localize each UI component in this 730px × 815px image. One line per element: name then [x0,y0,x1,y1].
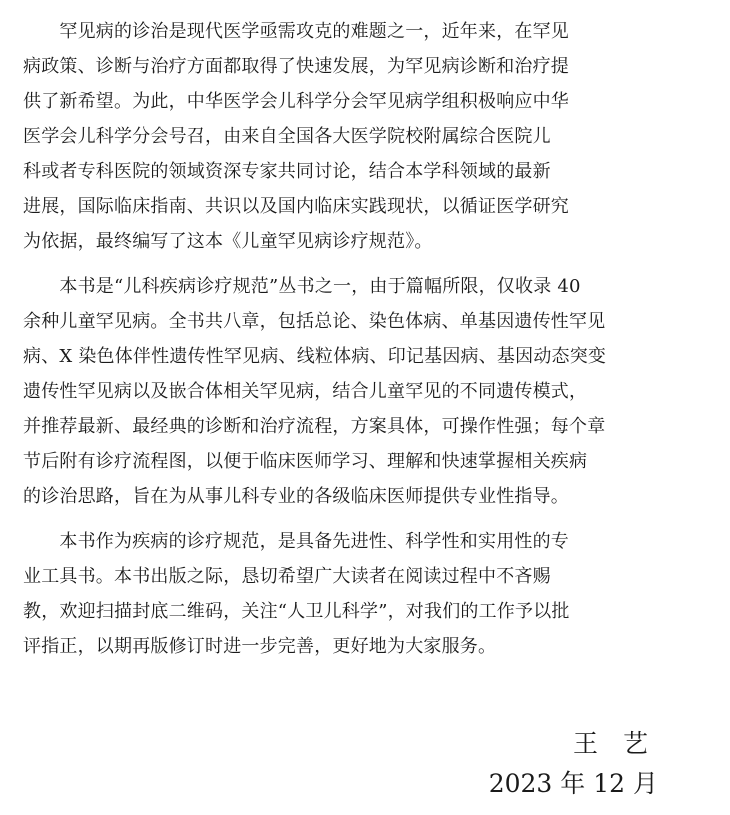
author-name: 王 艺 [572,729,648,758]
text-line: 业工具书。本书出版之际，恳切希望广大读者在阅读过程中不吝赐 [23,566,551,587]
signature-block [489,724,658,804]
text-line: 进展，国际临床指南、共识以及国内临床实践现状，以循证医学研究 [23,196,569,217]
paragraph-3 [23,524,713,664]
preface-body [23,14,713,674]
text-line: 余种儿童罕见病。全书共八章，包括总论、染色体病、单基因遗传性罕见 [23,311,606,332]
signature-date: 2023 年 12 月 [488,769,658,798]
text-line: 罕见病的诊治是现代医学亟需攻克的难题之一，近年来，在罕见 [23,21,569,42]
text-line: 遗传性罕见病以及嵌合体相关罕见病，结合儿童罕见的不同遗传模式， [23,381,588,402]
text-line: 病、X 染色体伴性遗传性罕见病、线粒体病、印记基因病、基因动态突变 [23,346,607,367]
text-line: 为依据，最终编写了这本《儿童罕见病诊疗规范》。 [23,231,433,252]
text-line: 教，欢迎扫描封底二维码，关注“人卫儿科学”，对我们的工作予以批 [23,601,570,622]
text-line: 病政策、诊断与治疗方面都取得了快速发展，为罕见病诊断和治疗提 [23,56,569,77]
text-line: 并推荐最新、最经典的诊断和治疗流程，方案具体，可操作性强；每个章 [23,416,606,437]
text-line: 的诊治思路，旨在为从事儿科专业的各级临床医师提供专业性指导。 [23,486,569,507]
paragraph-1 [23,14,713,259]
text-line: 本书作为疾病的诊疗规范，是具备先进性、科学性和实用性的专 [23,531,569,552]
text-line: 医学会儿科学分会号召，由来自全国各大医学院校附属综合医院儿 [23,126,551,147]
text-line: 节后附有诊疗流程图，以便于临床医师学习、理解和快速掌握相关疾病 [23,451,588,472]
text-line: 科或者专科医院的领域资深专家共同讨论，结合本学科领域的最新 [23,161,551,182]
paragraph-2 [23,269,713,514]
text-line: 供了新希望。为此，中华医学会儿科学分会罕见病学组积极响应中华 [23,91,569,112]
text-line: 评指正，以期再版修订时进一步完善，更好地为大家服务。 [23,636,497,657]
text-line: 本书是“儿科疾病诊疗规范”丛书之一，由于篇幅所限，仅收录 40 [23,276,581,297]
